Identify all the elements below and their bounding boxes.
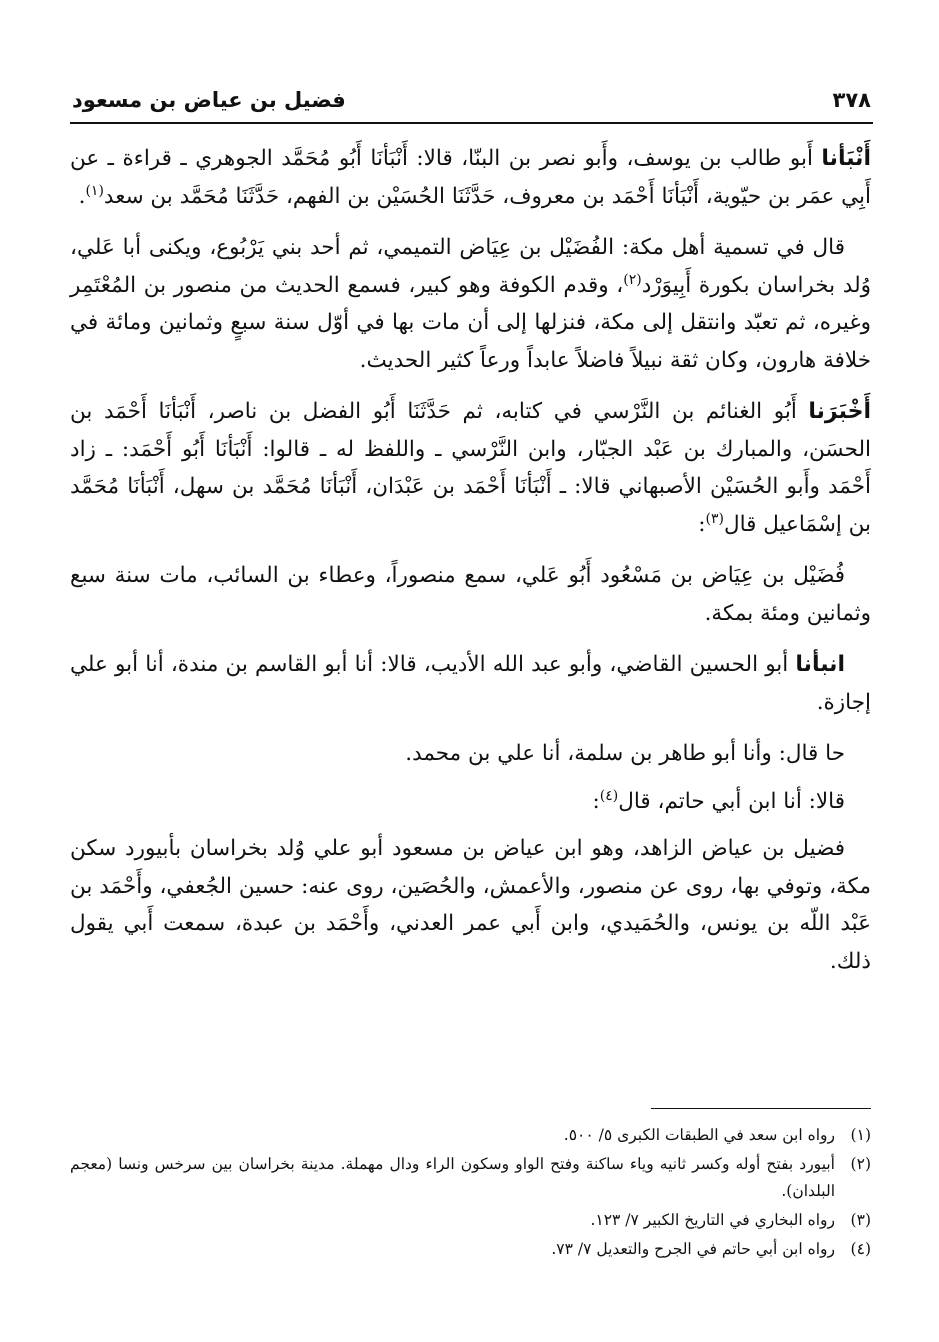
footnote-ref-4[interactable]: (٤) <box>599 787 619 804</box>
header-rule <box>70 122 873 124</box>
paragraph-end: : <box>698 511 706 537</box>
footnote-number: (٣) <box>850 1211 871 1229</box>
page-number: ٣٧٨ <box>832 88 871 112</box>
paragraph-lead: انبأنا <box>795 652 845 677</box>
paragraph-end: : <box>592 788 600 814</box>
footnote-text: رواه البخاري في التاريخ الكبير ٧/ ١٢٣. <box>590 1211 835 1229</box>
paragraph-5 <box>70 646 871 721</box>
paragraph-2 <box>70 229 871 379</box>
footnote-2 <box>70 1151 871 1205</box>
footnote-text: رواه ابن سعد في الطبقات الكبرى ٥/ ٥٠٠. <box>563 1126 835 1144</box>
paragraph-3 <box>70 393 871 543</box>
footnote-number: (١) <box>850 1126 871 1144</box>
paragraph-end: . <box>78 183 86 209</box>
paragraph-lead: أَنْبَأنا <box>821 146 871 171</box>
main-text <box>70 140 871 994</box>
footnote-text: أبيورد بفتح أوله وكسر ثانيه وياء ساكنة وفتح الواو وسكون الراء ودال مهملة. مدينة بخراسان بين سرخس ونسا (معجم البلدان). <box>70 1155 835 1200</box>
footnote-number: (٢) <box>850 1155 871 1173</box>
footnote-4 <box>70 1236 871 1263</box>
paragraph-text: حا قال: وأنا أبو طاهر بن سلمة، أنا علي بن محمد. <box>405 741 845 766</box>
paragraph-text: أَبُو الغنائم بن النَّرْسي في كتابه، ثم حَدَّثَنَا أَبُو الفضل بن ناصر، أَنْبَأنَا أَحْمَد بن الحسَن، والمبارك بن عَبْد الجبّار، وابن النَّرْسي ـ واللفظ له ـ قالوا: أَنْبَأنَا أَبُو أَحْمَد: ـ زاد أَحْمَد وأَبو الحُسَيْن الأصبهاني قالا: ـ أَنْبَأنَا أَحْمَد بن عَبْدَان، أَنْبَأنَا مُحَمَّد بن سهل، أَنْبَأنَا مُحَمَّد بن إسْمَاعيل قال <box>70 399 871 537</box>
paragraph-1 <box>70 140 871 215</box>
paragraph-text: أبو الحسين القاضي، وأبو عبد الله الأديب، قالا: أنا أبو القاسم بن مندة، أنا أبو علي إجازة. <box>70 652 871 715</box>
paragraph-text: أَبو طالب بن يوسف، وأَبو نصر بن البنّا، قالا: أَنْبَأنَا أَبُو مُحَمَّد الجوهري ـ قراءة ـ عن أَبِي عمَر بن حيّوية، أَنْبَأنَا أَحْمَد بن معروف، حَدَّثَنَا الحُسَيْن بن الفهم، حَدَّثَنَا مُحَمَّد بن سعد <box>70 146 871 209</box>
paragraph-text: قال في تسمية أهل مكة: الفُضَيْل بن عِيَاض التميمي، ثم أحد بني يَرْبُوع، ويكنى أبا عَلي، وُلد بخراسان بكورة أَبِيوَرْد <box>70 235 872 298</box>
footnote-ref-3[interactable]: (٣) <box>705 510 724 527</box>
paragraph-7 <box>70 783 871 821</box>
paragraph-lead: أَخْبَرَنا <box>808 399 871 424</box>
running-title: فضيل بن عياض بن مسعود <box>72 88 346 112</box>
footnote-1 <box>70 1122 871 1149</box>
paragraph-text: فُضَيْل بن عِيَاض بن مَسْعُود أَبُو عَلي، سمع منصوراً، وعطاء بن السائب، مات سنة سبع وثمانين ومئة بمكة. <box>70 563 871 626</box>
footnotes <box>70 1122 871 1265</box>
paragraph-8 <box>70 830 871 980</box>
paragraph-end: ، وقدم الكوفة وهو كبير، فسمع الحديث من منصور بن المُعْتَمِر وغيره، ثم تعبّد وانتقل إلى مكة، فنزلها إلى أن مات بها في أوّل سنة سبعٍ وثمانين ومائة في خلافة هارون، وكان ثقة نبيلاً فاضلاً عابداً ورعاً كثير الحديث. <box>70 272 871 373</box>
page-header <box>72 80 871 120</box>
paragraph-6 <box>70 735 871 773</box>
paragraph-4 <box>70 557 871 632</box>
footnote-3 <box>70 1207 871 1234</box>
paragraph-text: قالا: أنا ابن أبي حاتم، قال <box>618 788 845 814</box>
footnote-number: (٤) <box>850 1240 871 1258</box>
footnote-separator <box>651 1108 871 1109</box>
paragraph-text: فضيل بن عياض الزاهد، وهو ابن عياض بن مسعود أبو علي وُلد بخراسان بأبيورد سكن مكة، وتوفي بها، روى عن منصور، والأعمش، والحُصَين، روى عنه: حسين الجُعفي، وأَحْمَد بن عَبْد اللّه بن يونس، والحُمَيدي، وابن أَبي عمر العدني، وأَحْمَد بن عبدة، سمعت أَبي يقول ذلك. <box>70 836 871 974</box>
footnote-ref-2[interactable]: (٢) <box>623 271 642 288</box>
footnote-ref-1[interactable]: (١) <box>85 182 104 199</box>
footnote-text: رواه ابن أبي حاتم في الجرح والتعديل ٧/ ٧٣. <box>551 1240 835 1258</box>
